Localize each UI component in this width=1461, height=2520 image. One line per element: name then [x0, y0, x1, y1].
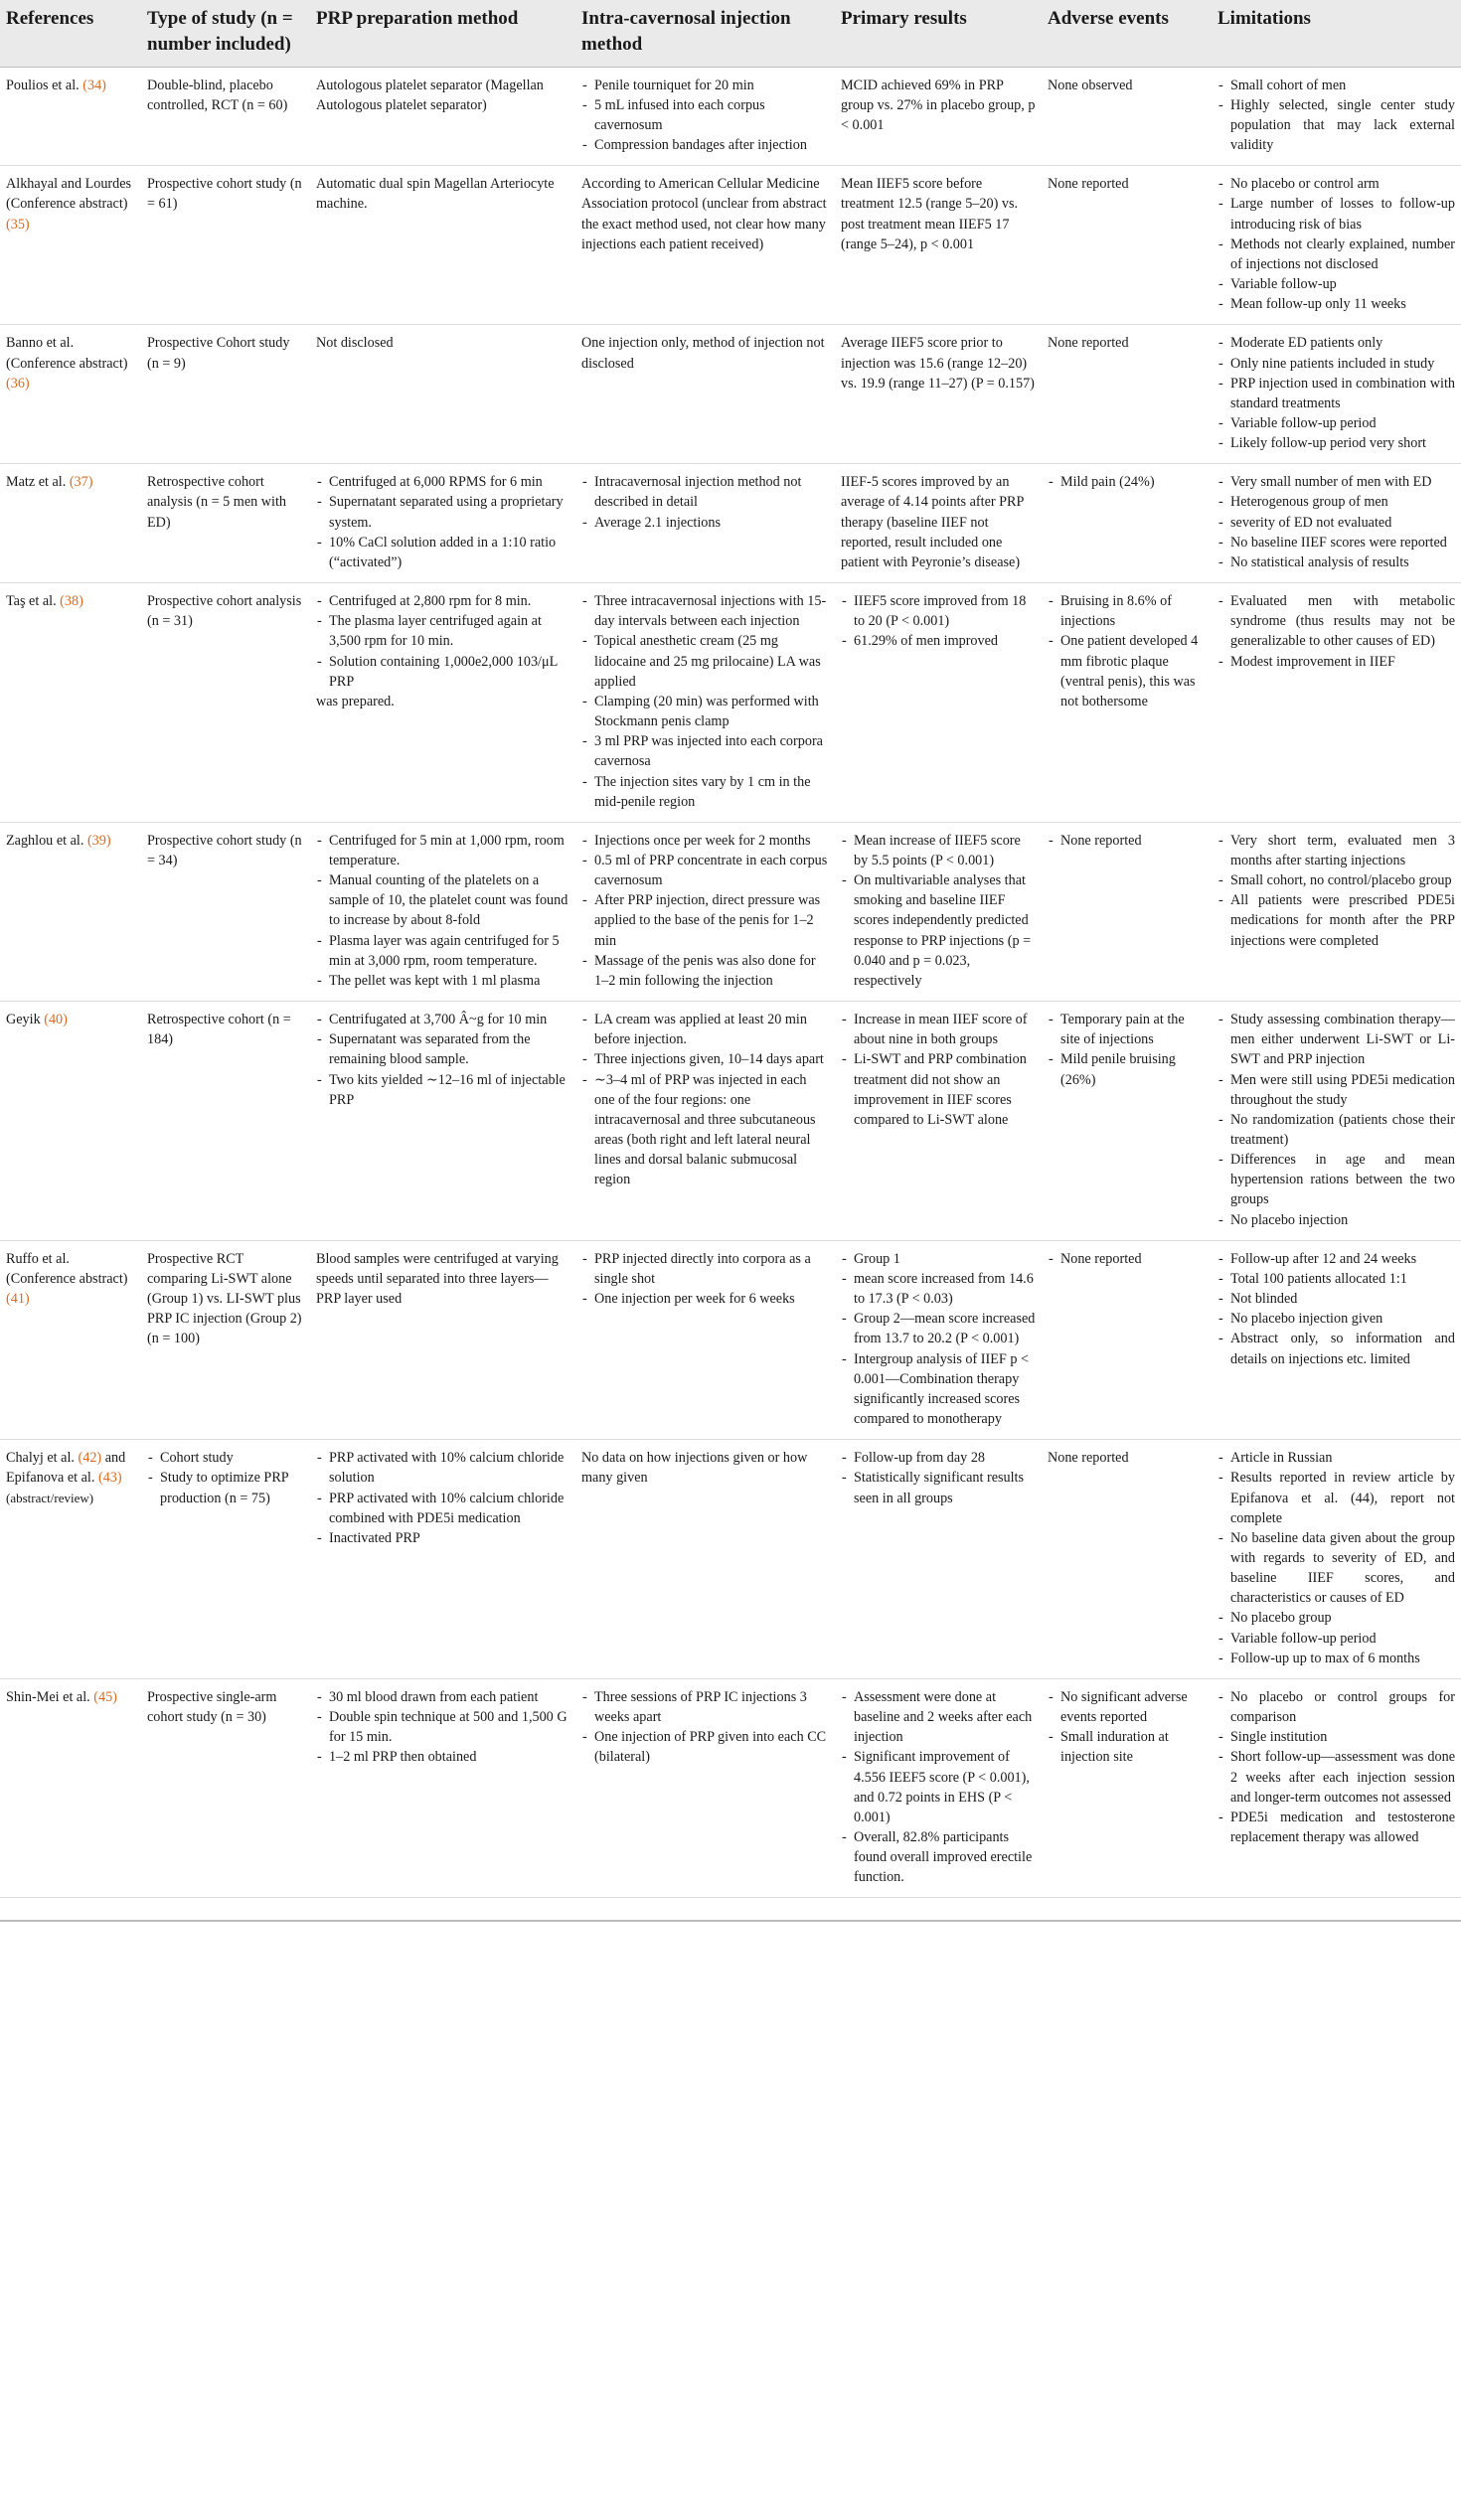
cell-reference [0, 1440, 141, 1679]
cell-adverse-events [1042, 1440, 1212, 1679]
cell-primary-results [835, 1678, 1042, 1898]
bullet-list [316, 1010, 569, 1110]
list-item: - PRP injection used in combination with standard treatments [1218, 374, 1455, 413]
cell-text: Blood samples were centrifuged at varying speeds until separated into three layers—PRP layer used [316, 1250, 559, 1308]
cell-reference [0, 67, 141, 166]
list-item: - Only nine patients included in study [1218, 354, 1455, 374]
list-item: - Centrifuged at 6,000 RPMS for 6 min [316, 472, 569, 492]
list-item: - No randomization (patients chose their treatment) [1218, 1110, 1455, 1150]
cell-text: IIEF-5 scores improved by an average of 4.14 points after PRP therapy (baseline IIEF not reported, result included one patient with Peyronie’s disease) [841, 474, 1024, 570]
cell-reference [0, 1678, 141, 1898]
cell-reference [0, 583, 141, 823]
list-item: - Mean follow-up only 11 weeks [1218, 294, 1455, 314]
list-item: - The plasma layer centrifuged again at 3,500 rpm for 10 min. [316, 611, 569, 651]
bullet-list [316, 1448, 569, 1548]
list-item: - Group 1 [841, 1249, 1036, 1269]
list-item: - Men were still using PDE5i medication throughout the study [1218, 1070, 1455, 1110]
citation-link[interactable]: (36) [6, 375, 30, 392]
list-item: - All patients were prescribed PDE5i medications for month after the PRP injections were completed [1218, 890, 1455, 950]
list-item: - PDE5i medication and testosterone replacement therapy was allowed [1218, 1808, 1455, 1847]
table-footer-rule [0, 1898, 1461, 1922]
cell-prp-preparation [310, 822, 575, 1001]
list-item: - Total 100 patients allocated 1:1 [1218, 1269, 1455, 1289]
cell-limitations [1212, 1002, 1461, 1241]
reference-text: Poulios et al. [6, 77, 80, 93]
reference-text: Matz et al. [6, 474, 67, 491]
list-item: - Small induration at injection site [1048, 1727, 1206, 1767]
list-item: - mean score increased from 14.6 to 17.3 (P < 0.03) [841, 1269, 1036, 1309]
cell-adverse-events [1042, 1240, 1212, 1439]
citation-link[interactable]: (38) [60, 593, 83, 610]
cell-primary-results [835, 67, 1042, 166]
cell-type-of-study [141, 67, 310, 166]
bullet-list [316, 591, 569, 692]
cell-prp-preparation [310, 325, 575, 464]
bullet-list [581, 591, 829, 812]
table-body [0, 67, 1461, 1921]
cell-limitations [1212, 822, 1461, 1001]
cell-primary-results [835, 1240, 1042, 1439]
list-item: - Mild penile bruising (26%) [1048, 1049, 1206, 1089]
reference-text: Ruffo et al. (Conference abstract) [6, 1250, 128, 1287]
cell-prp-preparation [310, 464, 575, 583]
cell-adverse-events [1042, 464, 1212, 583]
list-item: - The pellet was kept with 1 ml plasma [316, 971, 569, 991]
bullet-list [1218, 1010, 1455, 1230]
list-item: - Average 2.1 injections [581, 513, 829, 533]
citation-link[interactable]: (37) [69, 474, 93, 491]
list-item: - Centrifuged for 5 min at 1,000 rpm, room temperature. [316, 831, 569, 870]
bullet-list [841, 831, 1036, 991]
citation-link[interactable]: (43) [97, 1470, 122, 1487]
cell-primary-results [835, 464, 1042, 583]
list-item: - Bruising in 8.6% of injections [1048, 591, 1206, 631]
cell-reference [0, 1240, 141, 1439]
list-item: - Highly selected, single center study population that may lack external validity [1218, 95, 1455, 155]
list-item: - Follow-up up to max of 6 months [1218, 1649, 1455, 1668]
list-item: - Intergroup analysis of IIEF p < 0.001—Combination therapy significantly increased scores compared to monotherapy [841, 1349, 1036, 1430]
list-item: - Follow-up from day 28 [841, 1448, 1036, 1468]
list-item: - PRP activated with 10% calcium chloride combined with PDE5i medication [316, 1489, 569, 1528]
bullet-list [841, 1249, 1036, 1429]
bullet-list [1218, 1448, 1455, 1668]
list-item: - No baseline IIEF scores were reported [1218, 533, 1455, 552]
cell-prp-preparation [310, 583, 575, 823]
cell-text: Prospective RCT comparing Li-SWT alone (Group 1) vs. LI-SWT plus PRP IC injection (Group 2) (n = 100) [147, 1250, 302, 1347]
cell-text: One injection only, method of injection not disclosed [581, 335, 825, 372]
cell-text: was prepared. [316, 693, 395, 709]
citation-link[interactable]: (40) [44, 1012, 68, 1028]
cell-limitations [1212, 67, 1461, 166]
list-item: - severity of ED not evaluated [1218, 513, 1455, 533]
cell-text: Mean IIEF5 score before treatment 12.5 (range 5–20) vs. post treatment mean IIEF5 17 (range 5–24), p < 0.001 [841, 176, 1019, 252]
cell-primary-results [835, 166, 1042, 325]
list-item: - PRP activated with 10% calcium chloride solution [316, 1448, 569, 1488]
bullet-list [1048, 591, 1206, 711]
cell-limitations [1212, 1678, 1461, 1898]
bullet-list [1218, 1687, 1455, 1847]
list-item: - Three intracavernosal injections with 15-day intervals between each injection [581, 591, 829, 631]
cell-text: Automatic dual spin Magellan Arteriocyte machine. [316, 176, 555, 213]
list-item: - No significant adverse events reported [1048, 1687, 1206, 1727]
citation-link[interactable]: (35) [6, 216, 30, 233]
list-item: - Short follow-up—assessment was done 2 weeks after each injection session and longer-term outcomes not assessed [1218, 1747, 1455, 1807]
table-row [0, 325, 1461, 464]
list-item: - Single institution [1218, 1727, 1455, 1747]
list-item: - Variable follow-up period [1218, 413, 1455, 433]
bullet-list [1218, 333, 1455, 453]
list-item: - Plasma layer was again centrifuged for 5 min at 3,000 rpm, room temperature. [316, 931, 569, 971]
list-item: - Small cohort, no control/placebo group [1218, 870, 1455, 890]
list-item: - Temporary pain at the site of injections [1048, 1010, 1206, 1049]
bullet-list [147, 1448, 304, 1507]
list-item: - Significant improvement of 4.556 IEEF5 score (P < 0.001), and 0.72 points in EHS (P < 0.001) [841, 1747, 1036, 1827]
cell-limitations [1212, 583, 1461, 823]
bullet-list [841, 591, 1036, 651]
list-item: - None reported [1048, 1249, 1206, 1269]
cell-text: Not disclosed [316, 335, 394, 352]
list-item: - The injection sites vary by 1 cm in the mid-penile region [581, 772, 829, 812]
list-item: - Statistically significant results seen in all groups [841, 1468, 1036, 1507]
header-injection-method: Intra-cavernosal injection method [575, 0, 835, 67]
list-item: - Two kits yielded ∼12–16 ml of injectable PRP [316, 1070, 569, 1110]
list-item: - Results reported in review article by Epifanova et al. (44), report not complete [1218, 1468, 1455, 1527]
cell-text: Prospective Cohort study (n = 9) [147, 335, 290, 372]
header-adverse-events: Adverse events [1042, 0, 1212, 67]
list-item: - Evaluated men with metabolic syndrome (thus results may not be generalizable to other causes of ED) [1218, 591, 1455, 651]
cell-limitations [1212, 1440, 1461, 1679]
cell-limitations [1212, 166, 1461, 325]
list-item: - No placebo group [1218, 1608, 1455, 1628]
list-item: - Differences in age and mean hypertension rations between the two groups [1218, 1150, 1455, 1209]
bullet-list [316, 1687, 569, 1768]
list-item: - Double spin technique at 500 and 1,500 G for 15 min. [316, 1707, 569, 1747]
list-item: - Injections once per week for 2 months [581, 831, 829, 851]
cell-text: None reported [1048, 335, 1129, 352]
list-item: - Assessment were done at baseline and 2 weeks after each injection [841, 1687, 1036, 1747]
list-item: - Centrifuged at 2,800 rpm for 8 min. [316, 591, 569, 611]
bullet-list [581, 831, 829, 991]
list-item: - No statistical analysis of results [1218, 552, 1455, 572]
header-row [0, 0, 1461, 67]
table-row [0, 1240, 1461, 1439]
cell-primary-results [835, 325, 1042, 464]
list-item: - Inactivated PRP [316, 1528, 569, 1548]
cell-prp-preparation [310, 166, 575, 325]
reference-suffix: (abstract/review) [6, 1490, 94, 1505]
list-item: - Intracavernosal injection method not described in detail [581, 472, 829, 512]
list-item: - On multivariable analyses that smoking and baseline IIEF scores independently predicted response to PRP injections (p = 0.040 and p = 0.023, respectively [841, 870, 1036, 991]
citation-link[interactable]: (39) [86, 832, 111, 849]
cell-limitations [1212, 464, 1461, 583]
list-item: - Increase in mean IIEF score of about nine in both groups [841, 1010, 1036, 1049]
cell-limitations [1212, 325, 1461, 464]
cell-injection-method [575, 166, 835, 325]
list-item: - 30 ml blood drawn from each patient [316, 1687, 569, 1707]
cell-type-of-study [141, 166, 310, 325]
bullet-list [1218, 472, 1455, 572]
table-row [0, 822, 1461, 1001]
cell-adverse-events [1042, 1002, 1212, 1241]
list-item: - Li-SWT and PRP combination treatment did not show an improvement in IIEF scores compared to Li-SWT alone [841, 1049, 1036, 1130]
list-item: - None reported [1048, 831, 1206, 851]
list-item: - Group 2—mean score increased from 13.7 to 20.2 (P < 0.001) [841, 1309, 1036, 1348]
cell-text: Prospective cohort analysis (n = 31) [147, 593, 302, 630]
bullet-list [581, 472, 829, 532]
bullet-list [581, 1010, 829, 1189]
reference-text: Taş et al. [6, 593, 57, 610]
list-item: - Massage of the penis was also done for 1–2 min following the injection [581, 951, 829, 991]
list-item: - Study assessing combination therapy—men either underwent Li-SWT or Li-SWT and PRP injection [1218, 1010, 1455, 1069]
cell-primary-results [835, 822, 1042, 1001]
bullet-list [1048, 1010, 1206, 1090]
citation-link[interactable]: (34) [82, 77, 106, 93]
cell-text: Double-blind, placebo controlled, RCT (n = 60) [147, 77, 288, 113]
list-item: - Follow-up after 12 and 24 weeks [1218, 1249, 1455, 1269]
list-item: - Penile tourniquet for 20 min [581, 76, 829, 95]
cell-reference [0, 1002, 141, 1241]
cell-text: MCID achieved 69% in PRP group vs. 27% in placebo group, p < 0.001 [841, 77, 1036, 133]
list-item: - Small cohort of men [1218, 76, 1455, 95]
bullet-list [841, 1448, 1036, 1507]
bullet-list [1218, 831, 1455, 951]
list-item: - Likely follow-up period very short [1218, 433, 1455, 453]
bullet-list [316, 831, 569, 991]
cell-text: None reported [1048, 1450, 1129, 1467]
cell-injection-method [575, 583, 835, 823]
cell-type-of-study [141, 583, 310, 823]
header-limitations: Limitations [1212, 0, 1461, 67]
cell-injection-method [575, 464, 835, 583]
list-item: - Manual counting of the platelets on a sample of 10, the platelet count was found to increase by about 8-fold [316, 870, 569, 930]
reference-text: and Epifanova et al. [6, 1450, 126, 1487]
header-prp-preparation: PRP preparation method [310, 0, 575, 67]
cell-prp-preparation [310, 1440, 575, 1679]
bullet-list [581, 1687, 829, 1768]
cell-prp-preparation [310, 67, 575, 166]
reference-text: Zaghlou et al. [6, 832, 84, 849]
cell-injection-method [575, 325, 835, 464]
list-item: - Methods not clearly explained, number of injections not disclosed [1218, 235, 1455, 274]
list-item: - 0.5 ml of PRP concentrate in each corpus cavernosum [581, 851, 829, 890]
cell-text: No data on how injections given or how many given [581, 1450, 808, 1487]
cell-text: Autologous platelet separator (Magellan Autologous platelet separator) [316, 77, 544, 113]
list-item: - Cohort study [147, 1448, 304, 1468]
list-item: - Variable follow-up period [1218, 1629, 1455, 1649]
cell-adverse-events [1042, 1678, 1212, 1898]
bullet-list [1048, 1249, 1206, 1269]
cell-text: Retrospective cohort analysis (n = 5 men with ED) [147, 474, 287, 531]
list-item: - Large number of losses to follow-up introducing risk of bias [1218, 194, 1455, 234]
list-item: - Clamping (20 min) was performed with Stockmann penis clamp [581, 692, 829, 731]
cell-type-of-study [141, 1440, 310, 1679]
bullet-list [1048, 472, 1206, 492]
cell-text: Prospective cohort study (n = 34) [147, 832, 302, 868]
cell-text: According to American Cellular Medicine Association protocol (unclear from abstract the exact method used, not clear how many injections each patient received) [581, 176, 827, 252]
bullet-list [1048, 831, 1206, 851]
list-item: - Mild pain (24%) [1048, 472, 1206, 492]
list-item: - IIEF5 score improved from 18 to 20 (P < 0.001) [841, 591, 1036, 631]
list-item: - No placebo or control arm [1218, 174, 1455, 194]
cell-adverse-events [1042, 822, 1212, 1001]
cell-reference [0, 464, 141, 583]
bullet-list [1218, 591, 1455, 672]
cell-adverse-events [1042, 583, 1212, 823]
list-item: - Variable follow-up [1218, 274, 1455, 294]
bullet-list [841, 1687, 1036, 1888]
list-item: - Compression bandages after injection [581, 135, 829, 155]
list-item: - Three sessions of PRP IC injections 3 weeks apart [581, 1687, 829, 1727]
citation-link[interactable]: (41) [6, 1291, 30, 1308]
list-item: - LA cream was applied at least 20 min before injection. [581, 1010, 829, 1049]
cell-injection-method [575, 1002, 835, 1241]
list-item: - Overall, 82.8% participants found overall improved erectile function. [841, 1827, 1036, 1887]
list-item: - Very short term, evaluated men 3 months after starting injections [1218, 831, 1455, 870]
cell-text: Prospective cohort study (n = 61) [147, 176, 302, 213]
reference-text: Chalyj et al. [6, 1450, 75, 1467]
list-item: - Moderate ED patients only [1218, 333, 1455, 353]
cell-injection-method [575, 1440, 835, 1679]
cell-limitations [1212, 1240, 1461, 1439]
list-item: - Solution containing 1,000e2,000 103/μL PRP [316, 652, 569, 692]
cell-reference [0, 325, 141, 464]
list-item: - Mean increase of IIEF5 score by 5.5 points (P < 0.001) [841, 831, 1036, 870]
cell-type-of-study [141, 1002, 310, 1241]
bullet-list [1048, 1687, 1206, 1768]
cell-type-of-study [141, 822, 310, 1001]
table-row [0, 67, 1461, 166]
header-type-of-study: Type of study (n = number included) [141, 0, 310, 67]
cell-type-of-study [141, 1240, 310, 1439]
list-item: - No placebo injection given [1218, 1309, 1455, 1329]
list-item: - One injection per week for 6 weeks [581, 1289, 829, 1309]
cell-text: Average IIEF5 score prior to injection was 15.6 (range 12–20) vs. 19.9 (range 11–27) (P = 0.157) [841, 335, 1035, 392]
bullet-list [581, 76, 829, 156]
cell-injection-method [575, 1240, 835, 1439]
cell-primary-results [835, 1002, 1042, 1241]
table-row [0, 1678, 1461, 1898]
list-item: - 10% CaCl solution added in a 1:10 ratio (“activated”) [316, 533, 569, 572]
cell-text: Prospective single-arm cohort study (n = 30) [147, 1688, 277, 1726]
list-item: - ∼3–4 ml of PRP was injected in each one of the four regions: one intracavernosal and three subcutaneous areas (both right and left lateral neural lines and dorsal balanic submucosal region [581, 1070, 829, 1190]
reference-text: Alkhayal and Lourdes (Conference abstract) [6, 176, 132, 213]
cell-type-of-study [141, 325, 310, 464]
list-item: - Article in Russian [1218, 1448, 1455, 1468]
cell-type-of-study [141, 464, 310, 583]
cell-prp-preparation [310, 1002, 575, 1241]
list-item: - Three injections given, 10–14 days apart [581, 1049, 829, 1069]
cell-primary-results [835, 1440, 1042, 1679]
list-item: - Centrifugated at 3,700 Â~g for 10 min [316, 1010, 569, 1029]
list-item: - Very small number of men with ED [1218, 472, 1455, 492]
cell-reference [0, 822, 141, 1001]
table-row [0, 166, 1461, 325]
table-header [0, 0, 1461, 67]
bullet-list [1218, 76, 1455, 156]
list-item: - One patient developed 4 mm fibrotic plaque (ventral penis), this was not bothersome [1048, 631, 1206, 711]
bullet-list [841, 1010, 1036, 1130]
cell-primary-results [835, 583, 1042, 823]
list-item: - After PRP injection, direct pressure was applied to the base of the penis for 1–2 min [581, 890, 829, 950]
list-item: - No baseline data given about the group with regards to severity of ED, and baseline IIEF scores, and characteristics or causes of ED [1218, 1528, 1455, 1609]
table-row [0, 1002, 1461, 1241]
list-item: - 61.29% of men improved [841, 631, 1036, 651]
reference-text: Shin-Mei et al. [6, 1688, 90, 1705]
citation-link[interactable]: (45) [93, 1688, 117, 1705]
list-item: - Supernatant was separated from the remaining blood sample. [316, 1029, 569, 1069]
cell-injection-method [575, 1678, 835, 1898]
cell-prp-preparation [310, 1678, 575, 1898]
reference-text: Banno et al. (Conference abstract) [6, 335, 128, 372]
cell-text: Retrospective cohort (n = 184) [147, 1012, 291, 1048]
list-item: - Supernatant separated using a proprietary system. [316, 492, 569, 532]
bullet-list [316, 472, 569, 572]
cell-prp-preparation [310, 1240, 575, 1439]
citation-link[interactable]: (42) [78, 1450, 102, 1467]
table-row [0, 1440, 1461, 1679]
bullet-list [581, 1249, 829, 1309]
list-item: - Topical anesthetic cream (25 mg lidocaine and 25 mg prilocaine) LA was applied [581, 631, 829, 691]
list-item: - PRP injected directly into corpora as a single shot [581, 1249, 829, 1289]
list-item: - No placebo injection [1218, 1210, 1455, 1230]
cell-injection-method [575, 67, 835, 166]
cell-text: None observed [1048, 77, 1133, 93]
list-item: - Heterogenous group of men [1218, 492, 1455, 512]
list-item: - 3 ml PRP was injected into each corpora cavernosa [581, 731, 829, 771]
header-references: References [0, 0, 141, 67]
cell-adverse-events [1042, 325, 1212, 464]
list-item: - Not blinded [1218, 1289, 1455, 1309]
bullet-list [1218, 1249, 1455, 1369]
list-item: - No placebo or control groups for comparison [1218, 1687, 1455, 1727]
list-item: - 5 mL infused into each corpus cavernosum [581, 95, 829, 135]
table-row [0, 464, 1461, 583]
list-item: - 1–2 ml PRP then obtained [316, 1747, 569, 1767]
table-row [0, 583, 1461, 823]
footer-spacer [0, 1898, 1461, 1922]
reference-text: Geyik [6, 1012, 41, 1028]
cell-reference [0, 166, 141, 325]
cell-text: None reported [1048, 176, 1129, 193]
cell-adverse-events [1042, 67, 1212, 166]
cell-injection-method [575, 822, 835, 1001]
list-item: - Study to optimize PRP production (n = 75) [147, 1468, 304, 1507]
header-primary-results: Primary results [835, 0, 1042, 67]
list-item: - One injection of PRP given into each CC (bilateral) [581, 1727, 829, 1767]
bullet-list [1218, 174, 1455, 314]
list-item: - Abstract only, so information and details on injections etc. limited [1218, 1329, 1455, 1368]
list-item: - Modest improvement in IIEF [1218, 652, 1455, 672]
cell-adverse-events [1042, 166, 1212, 325]
cell-type-of-study [141, 1678, 310, 1898]
